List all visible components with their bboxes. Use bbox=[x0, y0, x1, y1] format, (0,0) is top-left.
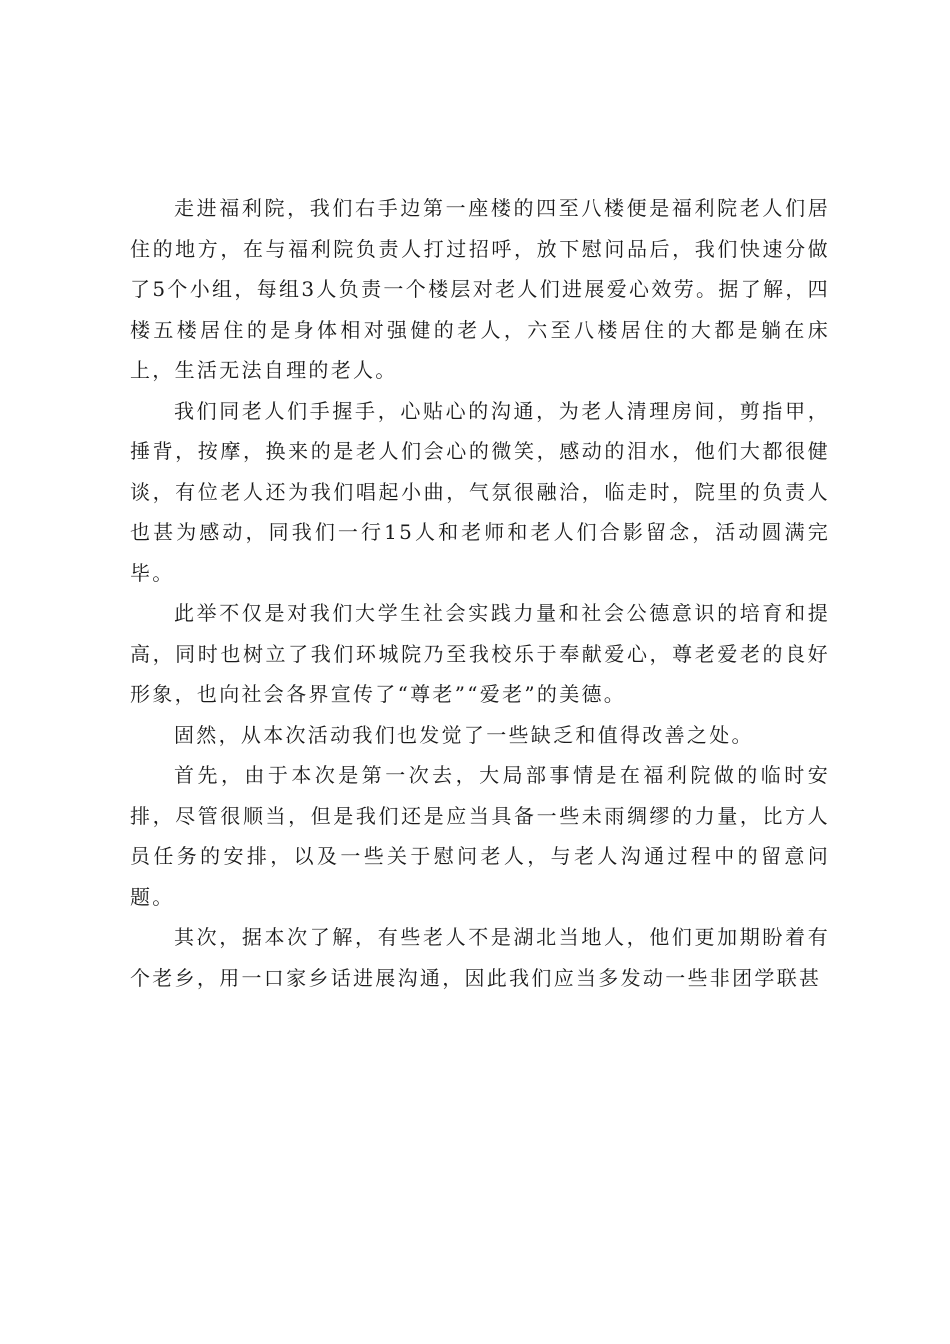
document-body bbox=[130, 188, 830, 998]
paragraph-second-point: 其次，据本次了解，有些老人不是湖北当地人，他们更加期盼着有个老乡，用一口家乡话进展沟通，因此我们应当多发动一些非团学联甚 bbox=[130, 925, 830, 990]
paragraph-visit-welfare-home: 走进福利院，我们右手边第一座楼的四至八楼便是福利院老人们居住的地方，在与福利院负责人打过招呼，放下慰问品后，我们快速分做了5个小组，每组3人负责一个楼层对老人们进展爱心效劳。据了解，四楼五楼居住的是身体相对强健的老人，六至八楼居住的大都是躺在床上，生活无法自理的老人。 bbox=[130, 196, 830, 382]
paragraph-interaction-with-elderly: 我们同老人们手握手，心贴心的沟通，为老人清理房间，剪指甲，捶背，按摩，换来的是老人们会心的微笑，感动的泪水，他们大都很健谈，有位老人还为我们唱起小曲，气氛很融洽，临走时，院里的负责人也甚为感动，同我们一行15人和老师和老人们合影留念，活动圆满完毕。 bbox=[130, 398, 830, 585]
paragraph-improvements-intro: 固然，从本次活动我们也发觉了一些缺乏和值得改善之处。 bbox=[174, 722, 754, 747]
paragraph-first-point: 首先，由于本次是第一次去，大局部事情是在福利院做的临时安排，尽管很顺当，但是我们还是应当具备一些未雨绸缪的力量，比方人员任务的安排，以及一些关于慰问老人，与老人沟通过程中的留意问题。 bbox=[130, 763, 830, 909]
paragraph-significance: 此举不仅是对我们大学生社会实践力量和社会公德意识的培育和提高，同时也树立了我们环城院乃至我校乐于奉献爱心，尊老爱老的良好形象，也向社会各界宣传了“尊老”“爱老”的美德。 bbox=[130, 601, 830, 706]
